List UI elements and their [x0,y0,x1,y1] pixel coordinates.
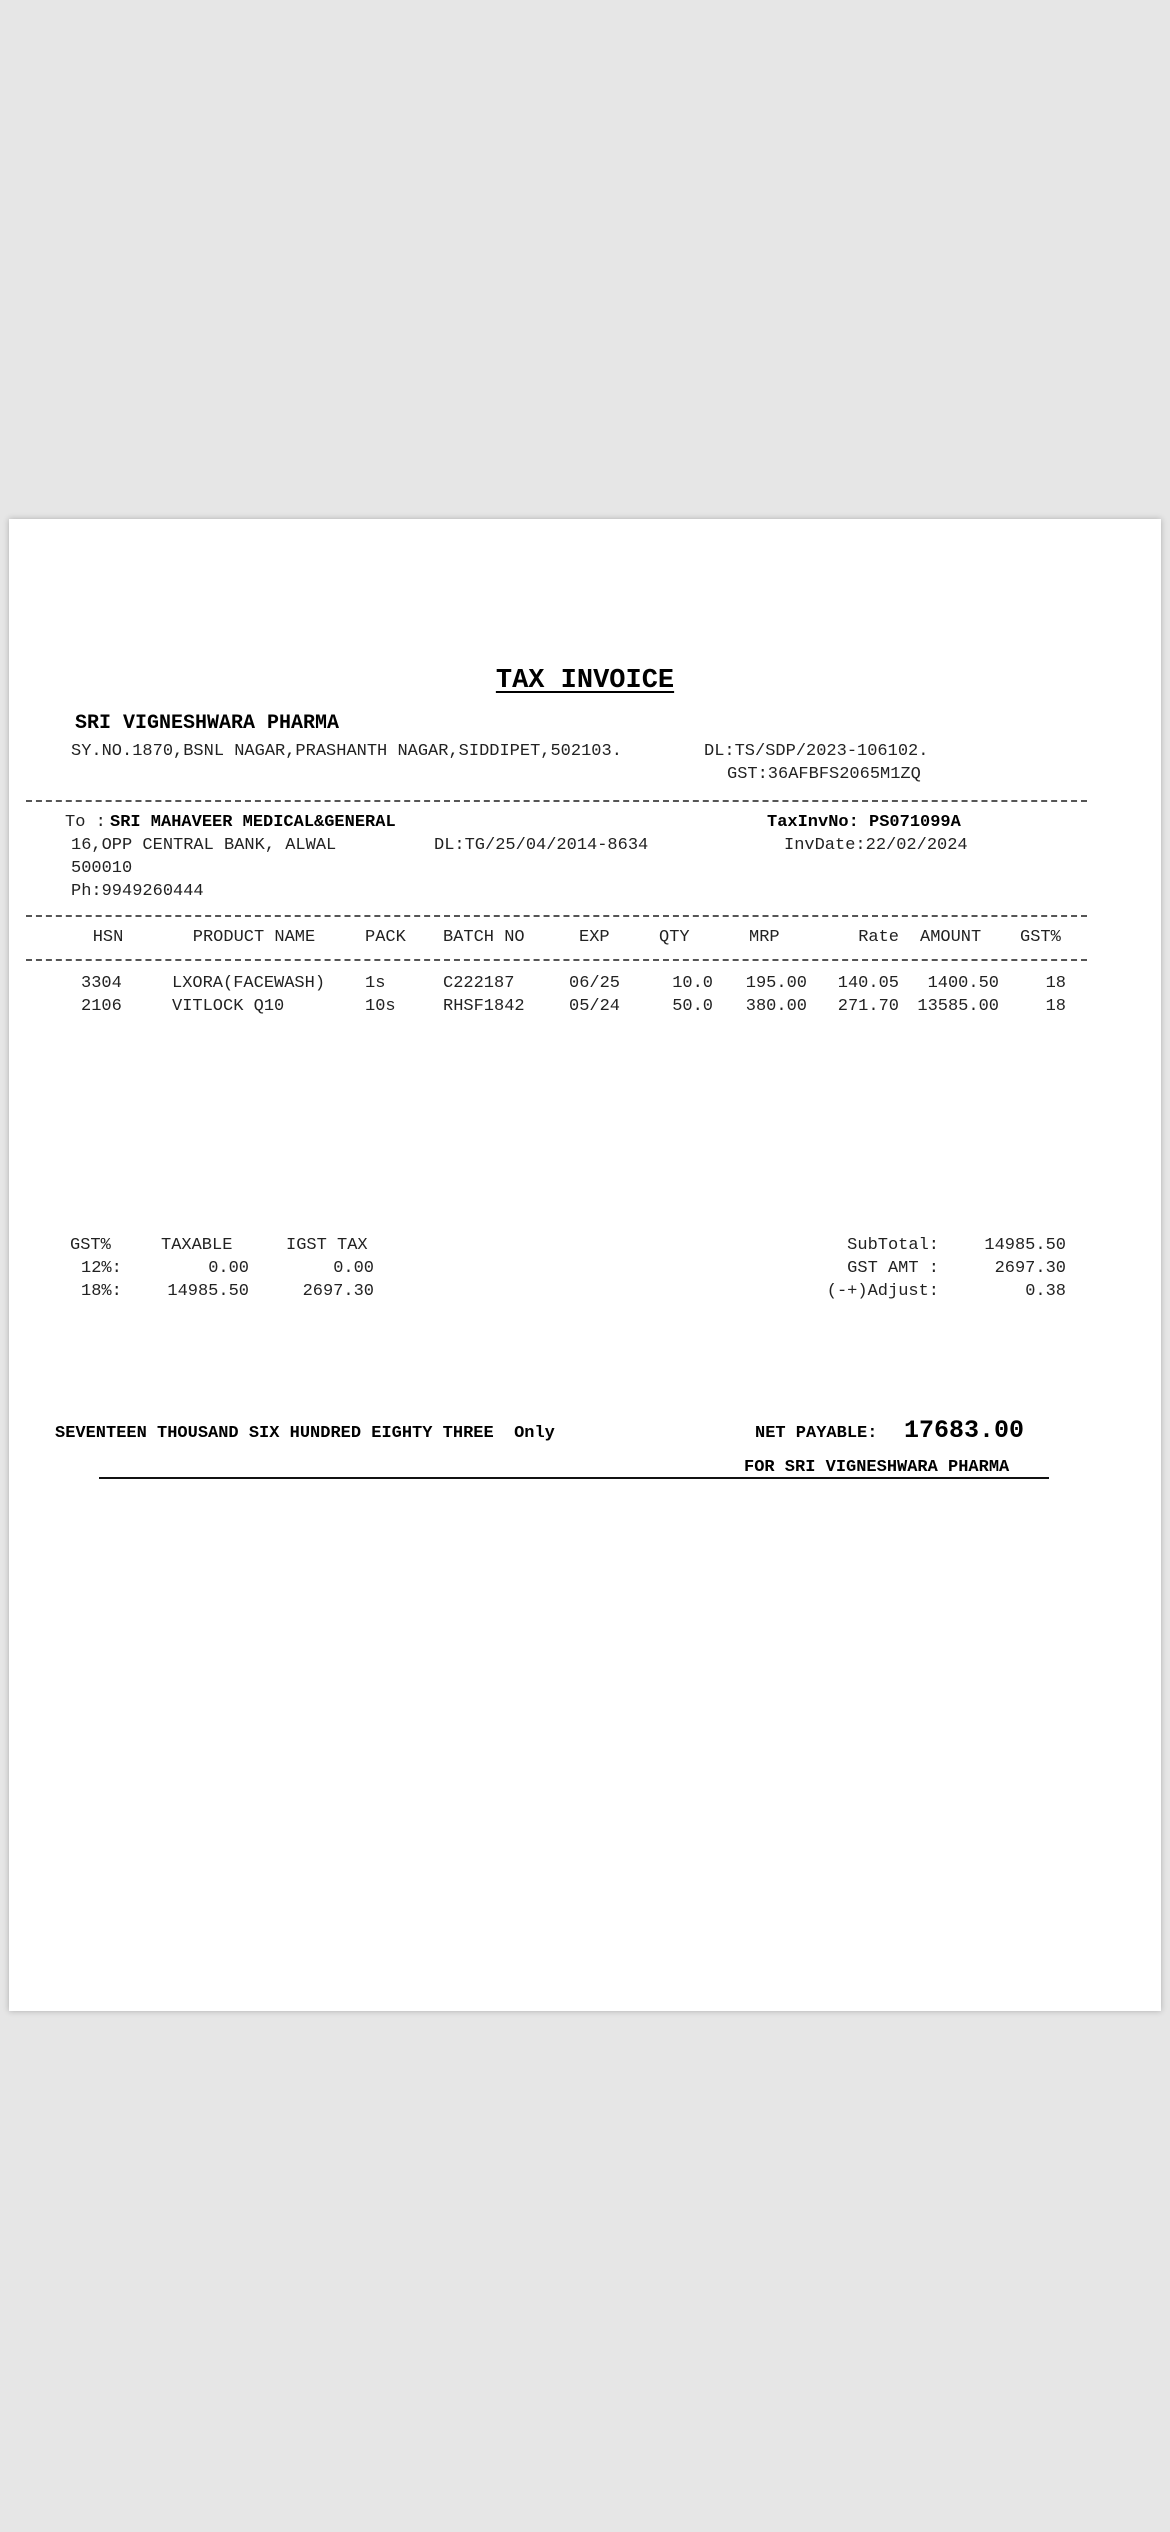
gst-summary-taxable: 14985.50 [167,1282,249,1301]
col-qty: QTY [659,928,690,947]
gst-summary-header-taxable: TAXABLE [161,1236,233,1255]
divider [26,915,1087,917]
gst-summary-rate: 12%: [81,1259,122,1278]
col-batch-no: BATCH NO [443,928,525,947]
item-pack: 10s [365,997,396,1016]
col-product-name: PRODUCT NAME [192,928,316,947]
item-amount: 13585.00 [917,997,999,1016]
item-rate: 140.05 [837,974,899,993]
item-rate: 271.70 [837,997,899,1016]
invoice-page [9,519,1161,2011]
col-hsn: HSN [92,928,124,947]
divider [26,959,1087,961]
adjust-label: (-+)Adjust: [826,1282,939,1301]
col-rate: Rate [858,928,899,947]
gst-amount-value: 2697.30 [994,1259,1066,1278]
col-exp: EXP [579,928,610,947]
item-hsn: 2106 [81,997,122,1016]
gst-summary-taxable: 0.00 [208,1259,249,1278]
buyer-pin: 500010 [71,859,133,878]
item-mrp: 195.00 [745,974,807,993]
item-exp: 05/24 [569,997,621,1016]
signature-for: FOR SRI VIGNESHWARA PHARMA [744,1458,1010,1477]
item-batch-no: RHSF1842 [443,997,525,1016]
item-pack: 1s [365,974,386,993]
buyer-name: SRI MAHAVEER MEDICAL&GENERAL [110,813,396,832]
net-payable-label: NET PAYABLE: [755,1424,878,1443]
signature-line [99,1477,1049,1479]
tax-invoice-number: TaxInvNo: PS071099A [767,813,961,832]
col-pack: PACK [365,928,406,947]
gst-summary-rate: 18%: [81,1282,122,1301]
invoice-date: InvDate:22/02/2024 [784,836,968,855]
amount-in-words: SEVENTEEN THOUSAND SIX HUNDRED EIGHTY THREE Only [55,1424,555,1443]
buyer-phone: Ph:9949260444 [71,882,204,901]
gst-summary-igst: 0.00 [333,1259,374,1278]
net-payable-amount: 17683.00 [904,1416,1025,1445]
item-product-name: VITLOCK Q10 [172,997,285,1016]
item-product-name: LXORA(FACEWASH) [172,974,326,993]
adjust-value: 0.38 [1025,1282,1066,1301]
buyer-to-label: To : [65,813,106,832]
seller-gst: GST:36AFBFS2065M1ZQ [727,765,921,784]
invoice-title: TAX INVOICE [495,666,675,696]
item-amount: 1400.50 [927,974,999,993]
gst-summary-igst: 2697.30 [302,1282,374,1301]
item-qty: 10.0 [672,974,713,993]
item-gst-percent: 18 [1045,974,1066,993]
gst-amount-label: GST AMT : [847,1259,939,1278]
item-gst-percent: 18 [1045,997,1066,1016]
seller-name: SRI VIGNESHWARA PHARMA [75,712,340,735]
seller-dl: DL:TS/SDP/2023-106102. [704,742,929,761]
col-amount: AMOUNT [920,928,982,947]
buyer-address: 16,OPP CENTRAL BANK, ALWAL [71,836,337,855]
gst-summary-header-gst: GST% [70,1236,111,1255]
seller-address: SY.NO.1870,BSNL NAGAR,PRASHANTH NAGAR,SIDDIPET,502103. [71,742,622,761]
item-qty: 50.0 [672,997,713,1016]
col-gst-percent: GST% [1020,928,1061,947]
gst-summary-header-igst: IGST TAX [286,1236,368,1255]
divider [26,800,1087,802]
item-hsn: 3304 [81,974,122,993]
col-mrp: MRP [749,928,780,947]
item-mrp: 380.00 [745,997,807,1016]
item-exp: 06/25 [569,974,621,993]
item-batch-no: C222187 [443,974,515,993]
buyer-dl: DL:TG/25/04/2014-8634 [434,836,649,855]
subtotal-value: 14985.50 [984,1236,1066,1255]
subtotal-label: SubTotal: [847,1236,939,1255]
